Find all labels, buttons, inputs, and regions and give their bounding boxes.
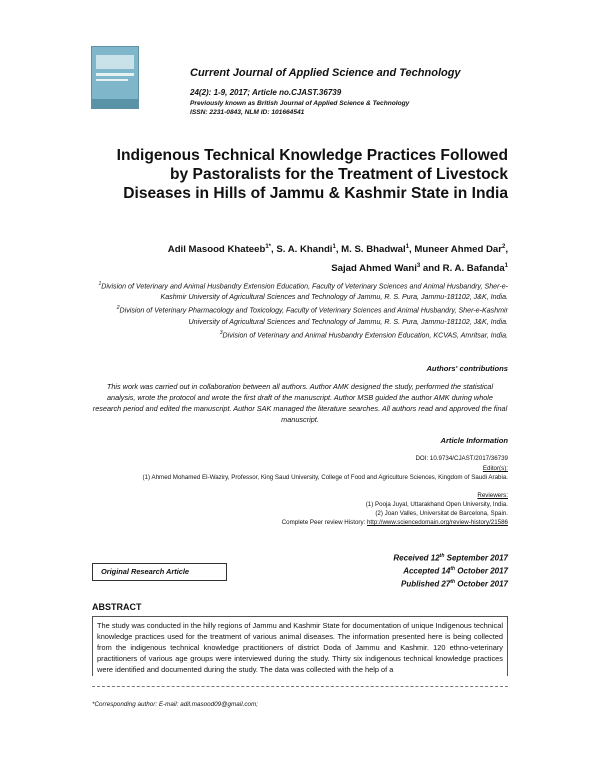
editor-entry: (1) Ahmed Mohamed El-Waziry, Professor, King Saud University, College of Food and Agriculture Sciences, Kingdom of Saudi Arabia. bbox=[142, 474, 508, 481]
affiliation-3: $^3$Division of Veterinary and Animal Husbandry Extension Education, KCVAS, Amritsar, India. bbox=[219, 329, 508, 340]
published-date: Published 27th October 2017 bbox=[400, 579, 508, 589]
reviewers-label: Reviewers: bbox=[477, 492, 508, 499]
journal-name: Current Journal of Applied Science and Technology bbox=[190, 67, 461, 79]
author-name: Muneer Ahmed Dar bbox=[414, 244, 502, 256]
author-name: Adil Masood Khateeb bbox=[167, 244, 266, 256]
corresponding-author-footnote: *Corresponding author: E-mail: adil.masood09@gmail.com; bbox=[92, 701, 258, 708]
abstract-text: The study was conducted in the hilly regions of Jammu and Kashmir State for documentation of unique Indigenous technical knowledge practices used for the treatment of various animal diseases. The information presented here is being collected from the indigenous technical knowledge practitioners of district Doda of Jammu and Kashmir. 120 ethno-veterinary practitioners of various age groups were interviewed during the study. Thirty six indigenous technical knowledge practices were identified and documented during the study. The data was collected with the help of a bbox=[92, 616, 508, 676]
issn-line: ISSN: 2231-0843, NLM ID: 101664541 bbox=[190, 109, 305, 116]
author-list: Adil Masood Khateeb$^{1*}$, S. A. Khandi$^1$, M. S. Bhadwal$^1$, Muneer Ahmed Dar$^2$, Sajad Ahmed Wani$^3$ and R. A. Bafanda$^1$ bbox=[167, 244, 508, 275]
author-name: S. A. Khandi bbox=[276, 244, 333, 256]
issue-line: 24(2): 1-9, 2017; Article no.CJAST.36739 bbox=[190, 88, 342, 97]
footnote-divider bbox=[92, 686, 508, 687]
article-type-badge: Original Research Article bbox=[92, 563, 227, 581]
reviewer-entry: (1) Pooja Juyal, Uttarakhand Open University, India. bbox=[365, 501, 508, 508]
received-date: Received 12th September 2017 bbox=[393, 553, 508, 563]
publication-dates bbox=[393, 551, 508, 590]
affiliations bbox=[88, 279, 508, 341]
paper-title: Indigenous Technical Knowledge Practices Followed by Pastoralists for the Treatment of Livestock Diseases in Hills of Jammu & Kashmir State in India bbox=[116, 147, 508, 202]
article-info-heading: Article Information bbox=[440, 436, 508, 445]
author-name: M. S. Bhadwal bbox=[341, 244, 406, 256]
previously-known-line: Previously known as British Journal of Applied Science & Technology bbox=[190, 100, 410, 107]
abstract-heading: ABSTRACT bbox=[92, 602, 142, 612]
affiliation-1: $^1$Division of Veterinary and Animal Husbandry Extension Education, Faculty of Veterinary Sciences and Animal Husbandry, Sher-e-Kashmir University of Agricultural Sciences and Technology of Jammu, R. S. Pura, Jammu-181102, J&K, India. bbox=[98, 281, 508, 302]
accepted-date: Accepted 14th October 2017 bbox=[403, 566, 508, 576]
author-name: Sajad Ahmed Wani bbox=[331, 263, 417, 275]
contributions-text: This work was carried out in collaboration between all authors. Author AMK designed the study, performed the statistical analysis, wrote the protocol and wrote the first draft of the manuscript. Author MSB guided the author AMK during whole research period and edited the manuscript. Author SAK managed the literature searches. All authors read and approved the final manuscript. bbox=[92, 382, 508, 424]
contributions-heading: Authors' contributions bbox=[426, 364, 508, 373]
doi: DOI: 10.9734/CJAST/2017/36739 bbox=[415, 455, 508, 462]
editors-label: Editor(s): bbox=[482, 465, 508, 472]
journal-cover-icon bbox=[91, 46, 139, 109]
review-history: Complete Peer review History: http://www.sciencedomain.org/review-history/21586 bbox=[281, 519, 508, 526]
review-history-link[interactable]: http://www.sciencedomain.org/review-history/21586 bbox=[366, 519, 508, 526]
affiliation-2: $^2$Division of Veterinary Pharmacology and Toxicology, Faculty of Veterinary Sciences and Animal Husbandry, Sher-e-Kashmir University of Agricultural Sciences and Technology of Jammu, R. S. Pura, Jammu-181102, J&K, India. bbox=[116, 305, 508, 326]
author-name: R. A. Bafanda bbox=[442, 263, 505, 275]
reviewer-entry: (2) Joan Valles, Universitat de Barcelona, Spain. bbox=[375, 510, 508, 517]
